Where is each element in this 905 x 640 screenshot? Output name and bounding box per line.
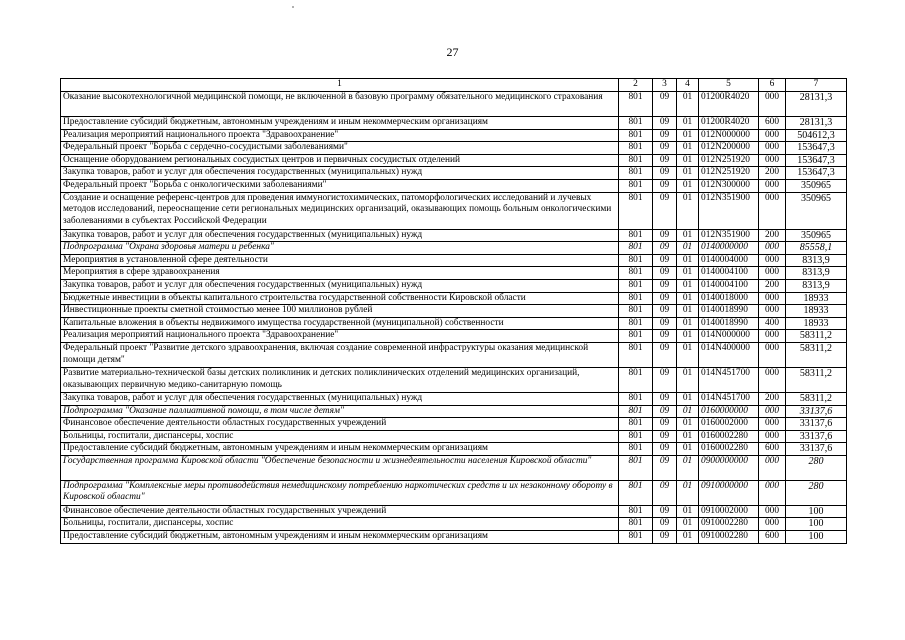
target-article-code: 0160002000 [699,418,759,431]
line-item-name: Реализация мероприятий национального проекта "Здравоохранение" [61,129,619,142]
scan-speck [292,6,294,8]
table-row [61,179,847,192]
subsection-code: 01 [677,405,699,418]
line-item-name: Оказание высокотехнологичной медицинской помощи, не включенной в базовую программу обязательного медицинского страхования [61,92,619,117]
ministry-code: 801 [619,279,653,292]
ministry-code: 801 [619,254,653,267]
table-row [61,192,847,229]
table-row [61,242,847,255]
line-item-name: Предоставление субсидий бюджетным, автономным учреждениям и иным некоммерческим организациям [61,117,619,130]
amount: 33137,6 [786,430,847,443]
target-article-code: 0910002280 [699,531,759,544]
ministry-code: 801 [619,367,653,392]
column-header: 2 [619,79,653,92]
subsection-code: 01 [677,330,699,343]
expense-type-code: 000 [759,418,786,431]
table-row [61,405,847,418]
target-article-code: 0910000000 [699,480,759,505]
subsection-code: 01 [677,167,699,180]
amount: 33137,6 [786,443,847,456]
line-item-name: Больницы, госпитали, диспансеры, хоспис [61,518,619,531]
ministry-code: 801 [619,192,653,229]
section-code: 09 [653,518,677,531]
amount: 58311,2 [786,342,847,367]
subsection-code: 01 [677,117,699,130]
table-row [61,129,847,142]
target-article-code: 012N251920 [699,154,759,167]
expense-type-code: 000 [759,455,786,480]
table-body [61,92,847,544]
amount: 350965 [786,229,847,242]
line-item-name: Бюджетные инвестиции в объекты капитального строительства государственной собственности Кировской области [61,292,619,305]
section-code: 09 [653,167,677,180]
line-item-name: Больницы, госпитали, диспансеры, хоспис [61,430,619,443]
ministry-code: 801 [619,154,653,167]
subsection-code: 01 [677,267,699,280]
expense-type-code: 000 [759,305,786,318]
amount: 153647,3 [786,167,847,180]
section-code: 09 [653,317,677,330]
line-item-name: Инвестиционные проекты сметной стоимостью менее 100 миллионов рублей [61,305,619,318]
subsection-code: 01 [677,455,699,480]
table-row [61,167,847,180]
expense-type-code: 000 [759,518,786,531]
expense-type-code: 600 [759,117,786,130]
table-row [61,292,847,305]
subsection-code: 01 [677,254,699,267]
expense-type-code: 000 [759,505,786,518]
column-header: 4 [677,79,699,92]
subsection-code: 01 [677,392,699,405]
expense-type-code: 000 [759,292,786,305]
expense-type-code: 000 [759,405,786,418]
table-row [61,430,847,443]
amount: 85558,1 [786,242,847,255]
target-article-code: 012N000000 [699,129,759,142]
table-row [61,455,847,480]
line-item-name: Федеральный проект "Борьба с онкологическими заболеваниями" [61,179,619,192]
table-row [61,279,847,292]
section-code: 09 [653,367,677,392]
target-article-code: 0910002280 [699,518,759,531]
section-code: 09 [653,129,677,142]
target-article-code: 0140018990 [699,317,759,330]
expense-type-code: 000 [759,330,786,343]
amount: 8313,9 [786,254,847,267]
subsection-code: 01 [677,317,699,330]
target-article-code: 012N351900 [699,229,759,242]
target-article-code: 0140004100 [699,267,759,280]
subsection-code: 01 [677,242,699,255]
target-article-code: 01200R4020 [699,92,759,117]
ministry-code: 801 [619,531,653,544]
ministry-code: 801 [619,342,653,367]
line-item-name: Подпрограмма "Охрана здоровья матери и ребенка" [61,242,619,255]
ministry-code: 801 [619,518,653,531]
subsection-code: 01 [677,430,699,443]
ministry-code: 801 [619,505,653,518]
subsection-code: 01 [677,518,699,531]
expense-type-code: 000 [759,92,786,117]
table-row [61,92,847,117]
line-item-name: Предоставление субсидий бюджетным, автономным учреждениям и иным некоммерческим организациям [61,531,619,544]
amount: 153647,3 [786,154,847,167]
table-row [61,229,847,242]
ministry-code: 801 [619,92,653,117]
table-row [61,317,847,330]
expense-type-code: 200 [759,167,786,180]
amount: 100 [786,505,847,518]
target-article-code: 0910002000 [699,505,759,518]
amount: 18933 [786,305,847,318]
ministry-code: 801 [619,292,653,305]
subsection-code: 01 [677,142,699,155]
column-header: 7 [786,79,847,92]
subsection-code: 01 [677,154,699,167]
table-row [61,305,847,318]
table-row [61,392,847,405]
line-item-name: Подпрограмма "Оказание паллиативной помощи, в том числе детям" [61,405,619,418]
section-code: 09 [653,254,677,267]
ministry-code: 801 [619,330,653,343]
subsection-code: 01 [677,443,699,456]
section-code: 09 [653,242,677,255]
target-article-code: 0900000000 [699,455,759,480]
expense-type-code: 200 [759,279,786,292]
amount: 58311,2 [786,367,847,392]
target-article-code: 0160002280 [699,430,759,443]
subsection-code: 01 [677,292,699,305]
ministry-code: 801 [619,317,653,330]
amount: 280 [786,455,847,480]
line-item-name: Закупка товаров, работ и услуг для обеспечения государственных (муниципальных) нужд [61,229,619,242]
target-article-code: 01200R4020 [699,117,759,130]
ministry-code: 801 [619,229,653,242]
line-item-name: Мероприятия в установленной сфере деятельности [61,254,619,267]
ministry-code: 801 [619,179,653,192]
target-article-code: 014N451700 [699,392,759,405]
target-article-code: 012N200000 [699,142,759,155]
section-code: 09 [653,418,677,431]
table-row [61,330,847,343]
expense-type-code: 000 [759,192,786,229]
table-row [61,342,847,367]
expense-type-code: 000 [759,367,786,392]
page-number: 27 [446,45,459,59]
target-article-code: 0140000000 [699,242,759,255]
target-article-code: 0140004100 [699,279,759,292]
ministry-code: 801 [619,418,653,431]
expense-type-code: 400 [759,317,786,330]
expense-type-code: 000 [759,342,786,367]
expense-type-code: 600 [759,531,786,544]
line-item-name: Оснащение оборудованием региональных сосудистых центров и первичных сосудистых отделений [61,154,619,167]
target-article-code: 012N251920 [699,167,759,180]
subsection-code: 01 [677,192,699,229]
target-article-code: 0140018000 [699,292,759,305]
subsection-code: 01 [677,480,699,505]
target-article-code: 012N351900 [699,192,759,229]
amount: 100 [786,531,847,544]
line-item-name: Финансовое обеспечение деятельности областных государственных учреждений [61,418,619,431]
ministry-code: 801 [619,305,653,318]
subsection-code: 01 [677,129,699,142]
section-code: 09 [653,342,677,367]
ministry-code: 801 [619,443,653,456]
section-code: 09 [653,117,677,130]
ministry-code: 801 [619,392,653,405]
expense-type-code: 000 [759,179,786,192]
subsection-code: 01 [677,229,699,242]
table-row [61,480,847,505]
section-code: 09 [653,92,677,117]
line-item-name: Развитие материально-технической базы детских поликлиник и детских поликлинических отделений медицинских организаций, оказывающих первичную медико-санитарную помощь [61,367,619,392]
expense-type-code: 200 [759,392,786,405]
amount: 8313,9 [786,279,847,292]
ministry-code: 801 [619,242,653,255]
expense-type-code: 000 [759,480,786,505]
target-article-code: 014N400000 [699,342,759,367]
expense-type-code: 000 [759,154,786,167]
target-article-code: 0140018990 [699,305,759,318]
line-item-name: Финансовое обеспечение деятельности областных государственных учреждений [61,505,619,518]
line-item-name: Капитальные вложения в объекты недвижимого имущества государственной (муниципальной) собственности [61,317,619,330]
section-code: 09 [653,305,677,318]
ministry-code: 801 [619,142,653,155]
column-number-row [61,79,847,92]
amount: 58311,2 [786,330,847,343]
section-code: 09 [653,179,677,192]
amount: 100 [786,518,847,531]
ministry-code: 801 [619,167,653,180]
line-item-name: Закупка товаров, работ и услуг для обеспечения государственных (муниципальных) нужд [61,392,619,405]
section-code: 09 [653,430,677,443]
column-header: 3 [653,79,677,92]
line-item-name: Предоставление субсидий бюджетным, автономным учреждениям и иным некоммерческим организациям [61,443,619,456]
section-code: 09 [653,279,677,292]
section-code: 09 [653,330,677,343]
amount: 18933 [786,317,847,330]
table-row [61,418,847,431]
section-code: 09 [653,192,677,229]
section-code: 09 [653,154,677,167]
amount: 153647,3 [786,142,847,155]
line-item-name: Мероприятия в сфере здравоохранения [61,267,619,280]
ministry-code: 801 [619,129,653,142]
amount: 28131,3 [786,117,847,130]
line-item-name: Государственная программа Кировской области "Обеспечение безопасности и жизнедеятельности населения Кировской области" [61,455,619,480]
ministry-code: 801 [619,267,653,280]
amount: 58311,2 [786,392,847,405]
line-item-name: Закупка товаров, работ и услуг для обеспечения государственных (муниципальных) нужд [61,279,619,292]
amount: 33137,6 [786,405,847,418]
subsection-code: 01 [677,531,699,544]
section-code: 09 [653,292,677,305]
target-article-code: 012N300000 [699,179,759,192]
budget-table [60,78,847,544]
line-item-name: Создание и оснащение референс-центров для проведения иммуногистохимических, патоморфологических исследований и лучевых методов исследований, переоснащение сети региональных медицинских организаций, оказывающих помощь больным онкологическими заболеваниями в субъектах Российской Федерации [61,192,619,229]
section-code: 09 [653,392,677,405]
amount: 280 [786,480,847,505]
table-row [61,267,847,280]
subsection-code: 01 [677,367,699,392]
section-code: 09 [653,480,677,505]
expense-type-code: 000 [759,267,786,280]
section-code: 09 [653,405,677,418]
table-row [61,142,847,155]
table-row [61,505,847,518]
table-row [61,254,847,267]
section-code: 09 [653,142,677,155]
line-item-name: Реализация мероприятий национального проекта "Здравоохранение" [61,330,619,343]
subsection-code: 01 [677,279,699,292]
table-row [61,443,847,456]
amount: 33137,6 [786,418,847,431]
target-article-code: 014N451700 [699,367,759,392]
ministry-code: 801 [619,480,653,505]
table-row [61,518,847,531]
subsection-code: 01 [677,505,699,518]
expense-type-code: 600 [759,443,786,456]
expense-type-code: 200 [759,229,786,242]
target-article-code: 0160000000 [699,405,759,418]
amount: 350965 [786,192,847,229]
ministry-code: 801 [619,430,653,443]
subsection-code: 01 [677,305,699,318]
section-code: 09 [653,267,677,280]
line-item-name: Федеральный проект "Развитие детского здравоохранения, включая создание современной инфраструктуры оказания медицинской помощи детям" [61,342,619,367]
line-item-name: Подпрограмма "Комплексные меры противодействия немедицинскому потреблению наркотических средств и их незаконному обороту в Кировской области" [61,480,619,505]
table-row [61,531,847,544]
section-code: 09 [653,229,677,242]
subsection-code: 01 [677,92,699,117]
line-item-name: Федеральный проект "Борьба с сердечно-сосудистыми заболеваниями" [61,142,619,155]
expense-type-code: 000 [759,129,786,142]
section-code: 09 [653,531,677,544]
column-header: 6 [759,79,786,92]
amount: 18933 [786,292,847,305]
target-article-code: 0160002280 [699,443,759,456]
ministry-code: 801 [619,117,653,130]
expense-type-code: 000 [759,242,786,255]
expense-type-code: 000 [759,142,786,155]
table-row [61,117,847,130]
table-row [61,154,847,167]
subsection-code: 01 [677,179,699,192]
amount: 28131,3 [786,92,847,117]
ministry-code: 801 [619,455,653,480]
ministry-code: 801 [619,405,653,418]
amount: 350965 [786,179,847,192]
section-code: 09 [653,443,677,456]
column-header: 5 [699,79,759,92]
subsection-code: 01 [677,418,699,431]
column-header: 1 [61,79,619,92]
expense-type-code: 000 [759,254,786,267]
amount: 504612,3 [786,129,847,142]
section-code: 09 [653,505,677,518]
amount: 8313,9 [786,267,847,280]
target-article-code: 0140004000 [699,254,759,267]
table-row [61,367,847,392]
expense-type-code: 000 [759,430,786,443]
line-item-name: Закупка товаров, работ и услуг для обеспечения государственных (муниципальных) нужд [61,167,619,180]
target-article-code: 014N000000 [699,330,759,343]
subsection-code: 01 [677,342,699,367]
section-code: 09 [653,455,677,480]
